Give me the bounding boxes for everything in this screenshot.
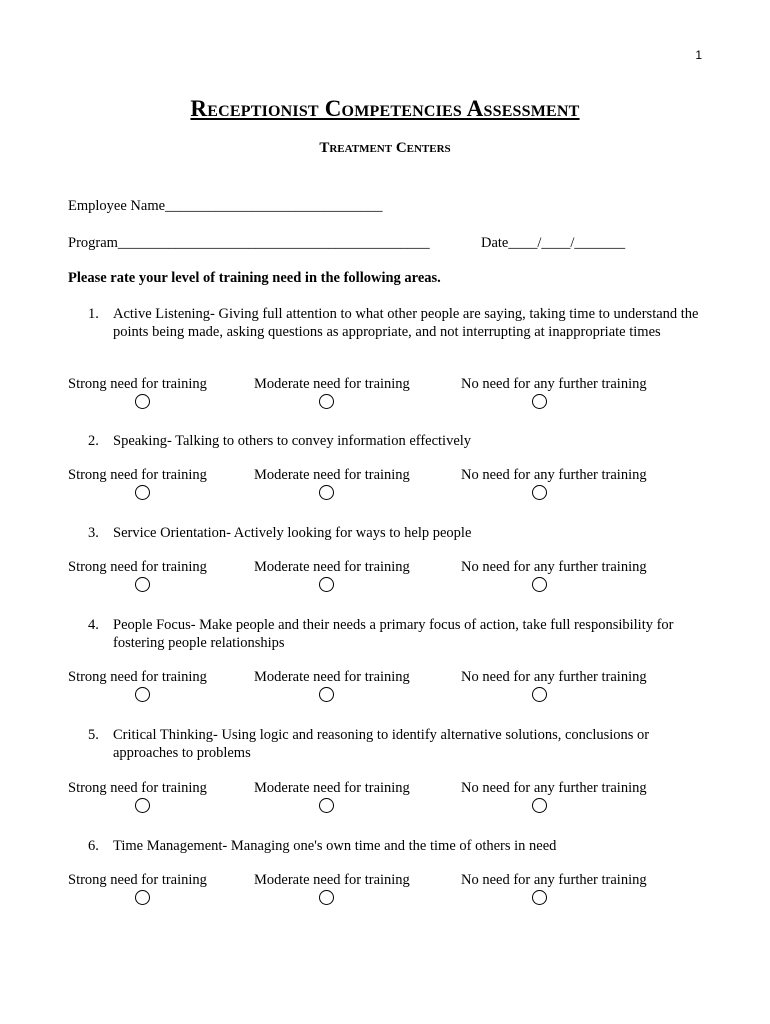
question-number: 3. bbox=[88, 525, 99, 541]
rating-group-5 bbox=[68, 780, 708, 820]
radio-strong[interactable] bbox=[135, 890, 150, 905]
question-number: 2. bbox=[88, 433, 99, 449]
question-text: Time Management- Managing one's own time and the time of others in need bbox=[113, 838, 557, 854]
question-5 bbox=[88, 726, 704, 762]
question-1 bbox=[88, 305, 704, 341]
radio-none[interactable] bbox=[532, 687, 547, 702]
rating-label-none: No need for any further training bbox=[461, 669, 647, 685]
question-number: 6. bbox=[88, 838, 99, 854]
page-title: Receptionist Competencies Assessment bbox=[190, 96, 580, 121]
instructions: Please rate your level of training need in the following areas. bbox=[68, 270, 441, 286]
question-text: Critical Thinking- Using logic and reasoning to identify alternative solutions, conclusions or approaches to problems bbox=[113, 727, 650, 761]
question-6 bbox=[88, 837, 704, 855]
page-subtitle: Treatment Centers bbox=[319, 140, 451, 156]
program-field[interactable]: Program___________________________________________ bbox=[68, 235, 430, 251]
radio-moderate[interactable] bbox=[319, 798, 334, 813]
date-field[interactable]: Date____/____/_______ bbox=[481, 235, 626, 251]
radio-none[interactable] bbox=[532, 485, 547, 500]
question-3 bbox=[88, 524, 704, 542]
radio-none[interactable] bbox=[532, 577, 547, 592]
radio-strong[interactable] bbox=[135, 687, 150, 702]
radio-moderate[interactable] bbox=[319, 485, 334, 500]
rating-label-strong: Strong need for training bbox=[68, 872, 207, 888]
question-number: 5. bbox=[88, 727, 99, 743]
rating-group-6 bbox=[68, 872, 708, 912]
question-number: 4. bbox=[88, 617, 99, 633]
question-2 bbox=[88, 432, 704, 450]
rating-group-2 bbox=[68, 467, 708, 507]
question-text: Speaking- Talking to others to convey information effectively bbox=[113, 433, 472, 449]
rating-label-none: No need for any further training bbox=[461, 467, 647, 483]
rating-label-strong: Strong need for training bbox=[68, 376, 207, 392]
rating-label-none: No need for any further training bbox=[461, 780, 647, 796]
question-number: 1. bbox=[88, 306, 99, 322]
rating-label-strong: Strong need for training bbox=[68, 559, 207, 575]
employee-name-field[interactable]: Employee Name______________________________ bbox=[68, 198, 383, 214]
rating-label-moderate: Moderate need for training bbox=[254, 376, 410, 392]
radio-strong[interactable] bbox=[135, 394, 150, 409]
rating-label-moderate: Moderate need for training bbox=[254, 467, 410, 483]
radio-strong[interactable] bbox=[135, 485, 150, 500]
rating-label-moderate: Moderate need for training bbox=[254, 559, 410, 575]
rating-group-1 bbox=[68, 376, 708, 416]
rating-label-none: No need for any further training bbox=[461, 376, 647, 392]
radio-none[interactable] bbox=[532, 394, 547, 409]
radio-moderate[interactable] bbox=[319, 687, 334, 702]
question-4 bbox=[88, 616, 704, 652]
page-number: 1 bbox=[695, 48, 702, 62]
question-text: Active Listening- Giving full attention to what other people are saying, taking time to understand the points being made, asking questions as appropriate, and not interrupting at inappropriate times bbox=[113, 306, 699, 340]
radio-strong[interactable] bbox=[135, 577, 150, 592]
rating-label-strong: Strong need for training bbox=[68, 669, 207, 685]
rating-label-strong: Strong need for training bbox=[68, 780, 207, 796]
rating-label-none: No need for any further training bbox=[461, 872, 647, 888]
rating-group-3 bbox=[68, 559, 708, 599]
rating-label-moderate: Moderate need for training bbox=[254, 872, 410, 888]
radio-moderate[interactable] bbox=[319, 577, 334, 592]
question-text: Service Orientation- Actively looking for ways to help people bbox=[113, 525, 472, 541]
rating-label-moderate: Moderate need for training bbox=[254, 780, 410, 796]
radio-strong[interactable] bbox=[135, 798, 150, 813]
rating-group-4 bbox=[68, 669, 708, 709]
rating-label-strong: Strong need for training bbox=[68, 467, 207, 483]
rating-label-moderate: Moderate need for training bbox=[254, 669, 410, 685]
radio-none[interactable] bbox=[532, 798, 547, 813]
rating-label-none: No need for any further training bbox=[461, 559, 647, 575]
radio-none[interactable] bbox=[532, 890, 547, 905]
radio-moderate[interactable] bbox=[319, 394, 334, 409]
radio-moderate[interactable] bbox=[319, 890, 334, 905]
question-text: People Focus- Make people and their needs a primary focus of action, take full responsibility for fostering people relationships bbox=[113, 617, 674, 651]
